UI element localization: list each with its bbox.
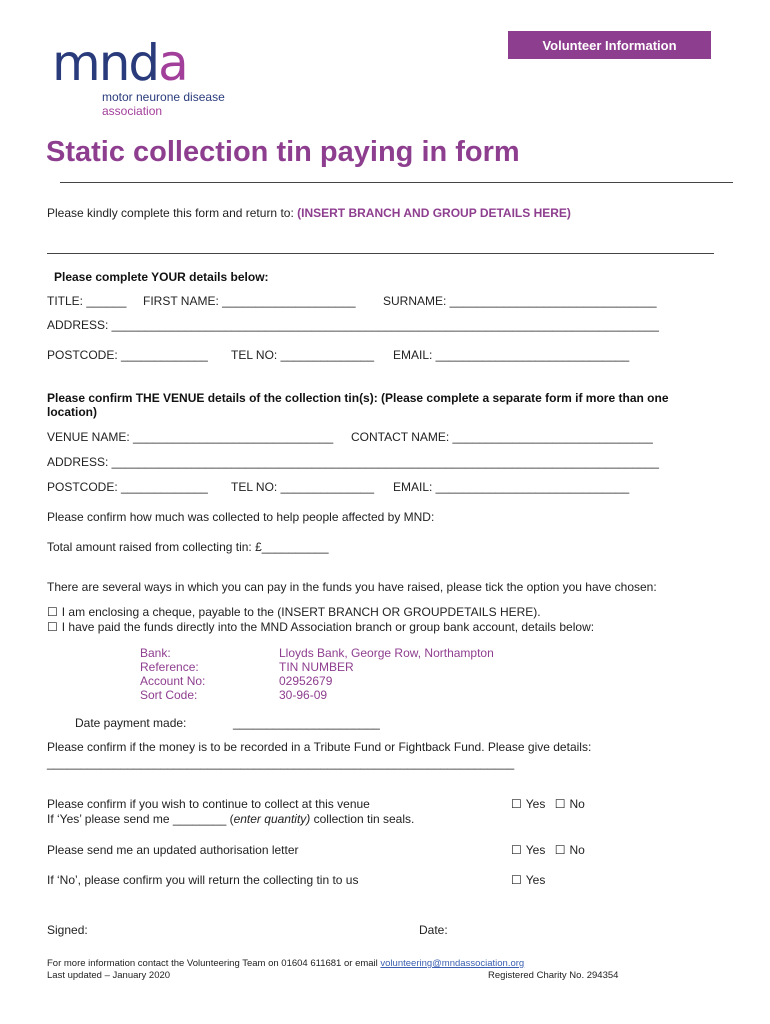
tel-field[interactable]: TEL NO: ______________	[231, 348, 374, 362]
return-tin-yes[interactable]: ☐ Yes	[511, 873, 546, 887]
page-title: Static collection tin paying in form	[46, 136, 520, 168]
first-name-field[interactable]: FIRST NAME: ____________________	[143, 294, 356, 308]
title-divider	[60, 182, 733, 183]
bank-value: Lloyds Bank, George Row, Northampton	[279, 646, 494, 660]
sort-code-label: Sort Code:	[140, 688, 198, 702]
account-no-label: Account No:	[140, 674, 206, 688]
continue-question: Please confirm if you wish to continue to collect at this venue	[47, 797, 370, 811]
venue-address-field[interactable]: ADDRESS: __________________________________________________________________________________	[47, 455, 659, 469]
checkbox-icon[interactable]: ☐	[554, 843, 566, 857]
checkbox-icon[interactable]: ☐	[47, 620, 58, 634]
total-amount-field[interactable]: Total amount raised from collecting tin: £__________	[47, 540, 329, 554]
checkbox-icon[interactable]: ☐	[511, 797, 522, 811]
intro-divider	[47, 253, 714, 254]
logo-line-2: association	[102, 104, 163, 118]
mnda-logo	[48, 34, 248, 120]
venue-postcode-field[interactable]: POSTCODE: _____________	[47, 480, 208, 494]
date-payment-field[interactable]: ______________________	[233, 716, 380, 730]
checkbox-icon[interactable]: ☐	[511, 843, 522, 857]
account-no-value: 02952679	[279, 674, 333, 688]
signed-label: Signed:	[47, 923, 88, 937]
bank-labels	[140, 646, 205, 702]
venue-name-field[interactable]: VENUE NAME: ______________________________	[47, 430, 334, 444]
footer-updated: Last updated – January 2020	[47, 970, 171, 981]
seals-quantity-line: If ‘Yes’ please send me ________ (enter quantity) collection tin seals.	[47, 812, 415, 826]
volunteer-information-badge: Volunteer Information	[508, 31, 711, 59]
venue-email-field[interactable]: EMAIL: _____________________________	[393, 480, 630, 494]
tribute-details-field[interactable]: ______________________________________________________________________	[47, 756, 515, 770]
email-field[interactable]: EMAIL: _____________________________	[393, 348, 630, 362]
continue-yes-no[interactable]: ☐ Yes ☐ No	[511, 797, 585, 811]
surname-field[interactable]: SURNAME: _______________________________	[383, 294, 657, 308]
footer-charity-number: Registered Charity No. 294354	[488, 970, 619, 981]
reference-value: TIN NUMBER	[279, 660, 354, 674]
contact-name-field[interactable]: CONTACT NAME: ______________________________	[351, 430, 653, 444]
payment-intro: There are several ways in which you can pay in the funds you have raised, please tick the option you have chosen:	[47, 580, 657, 594]
amount-prompt: Please confirm how much was collected to help people affected by MND:	[47, 510, 435, 524]
logo-line-1: motor neurone disease	[102, 90, 225, 104]
checkbox-icon[interactable]: ☐	[511, 873, 522, 887]
reference-label: Reference:	[140, 660, 199, 674]
option-cheque[interactable]: ☐ I am enclosing a cheque, payable to the (INSERT BRANCH OR GROUPDETAILS HERE).	[47, 605, 541, 619]
date-payment-label: Date payment made:	[75, 716, 187, 730]
your-details-heading: Please complete YOUR details below:	[54, 270, 269, 284]
bank-label: Bank:	[140, 646, 171, 660]
return-tin-question: If ‘No’, please confirm you will return the collecting tin to us	[47, 873, 359, 887]
checkbox-icon[interactable]: ☐	[47, 605, 58, 619]
intro-highlight: (INSERT BRANCH AND GROUP DETAILS HERE)	[297, 206, 571, 220]
authorisation-yes-no[interactable]: ☐ Yes ☐ No	[511, 843, 585, 857]
date-label: Date:	[419, 923, 448, 937]
intro-text: Please kindly complete this form and return to: (INSERT BRANCH AND GROUP DETAILS HERE)	[47, 206, 571, 220]
title-field[interactable]: TITLE: ______	[47, 294, 127, 308]
sort-code-value: 30-96-09	[279, 688, 328, 702]
footer-contact: For more information contact the Volunteering Team on 01604 611681 or email volunteering@mndassociation.org	[47, 958, 525, 969]
address-field[interactable]: ADDRESS: __________________________________________________________________________________	[47, 318, 659, 332]
volunteering-email-link[interactable]: volunteering@mndassociation.org	[380, 958, 525, 969]
postcode-field[interactable]: POSTCODE: _____________	[47, 348, 208, 362]
logo-wordmark: mnda	[52, 34, 187, 92]
authorisation-question: Please send me an updated authorisation letter	[47, 843, 299, 857]
venue-tel-field[interactable]: TEL NO: ______________	[231, 480, 374, 494]
option-bank-transfer[interactable]: ☐ I have paid the funds directly into the MND Association branch or group bank account, details below:	[47, 620, 595, 634]
checkbox-icon[interactable]: ☐	[554, 797, 566, 811]
bank-values	[279, 646, 494, 702]
tribute-prompt: Please confirm if the money is to be recorded in a Tribute Fund or Fightback Fund. Please give details:	[47, 740, 592, 754]
venue-heading-cont: location)	[47, 405, 97, 419]
venue-heading: Please confirm THE VENUE details of the collection tin(s): (Please complete a separate form if more than one	[47, 391, 669, 405]
